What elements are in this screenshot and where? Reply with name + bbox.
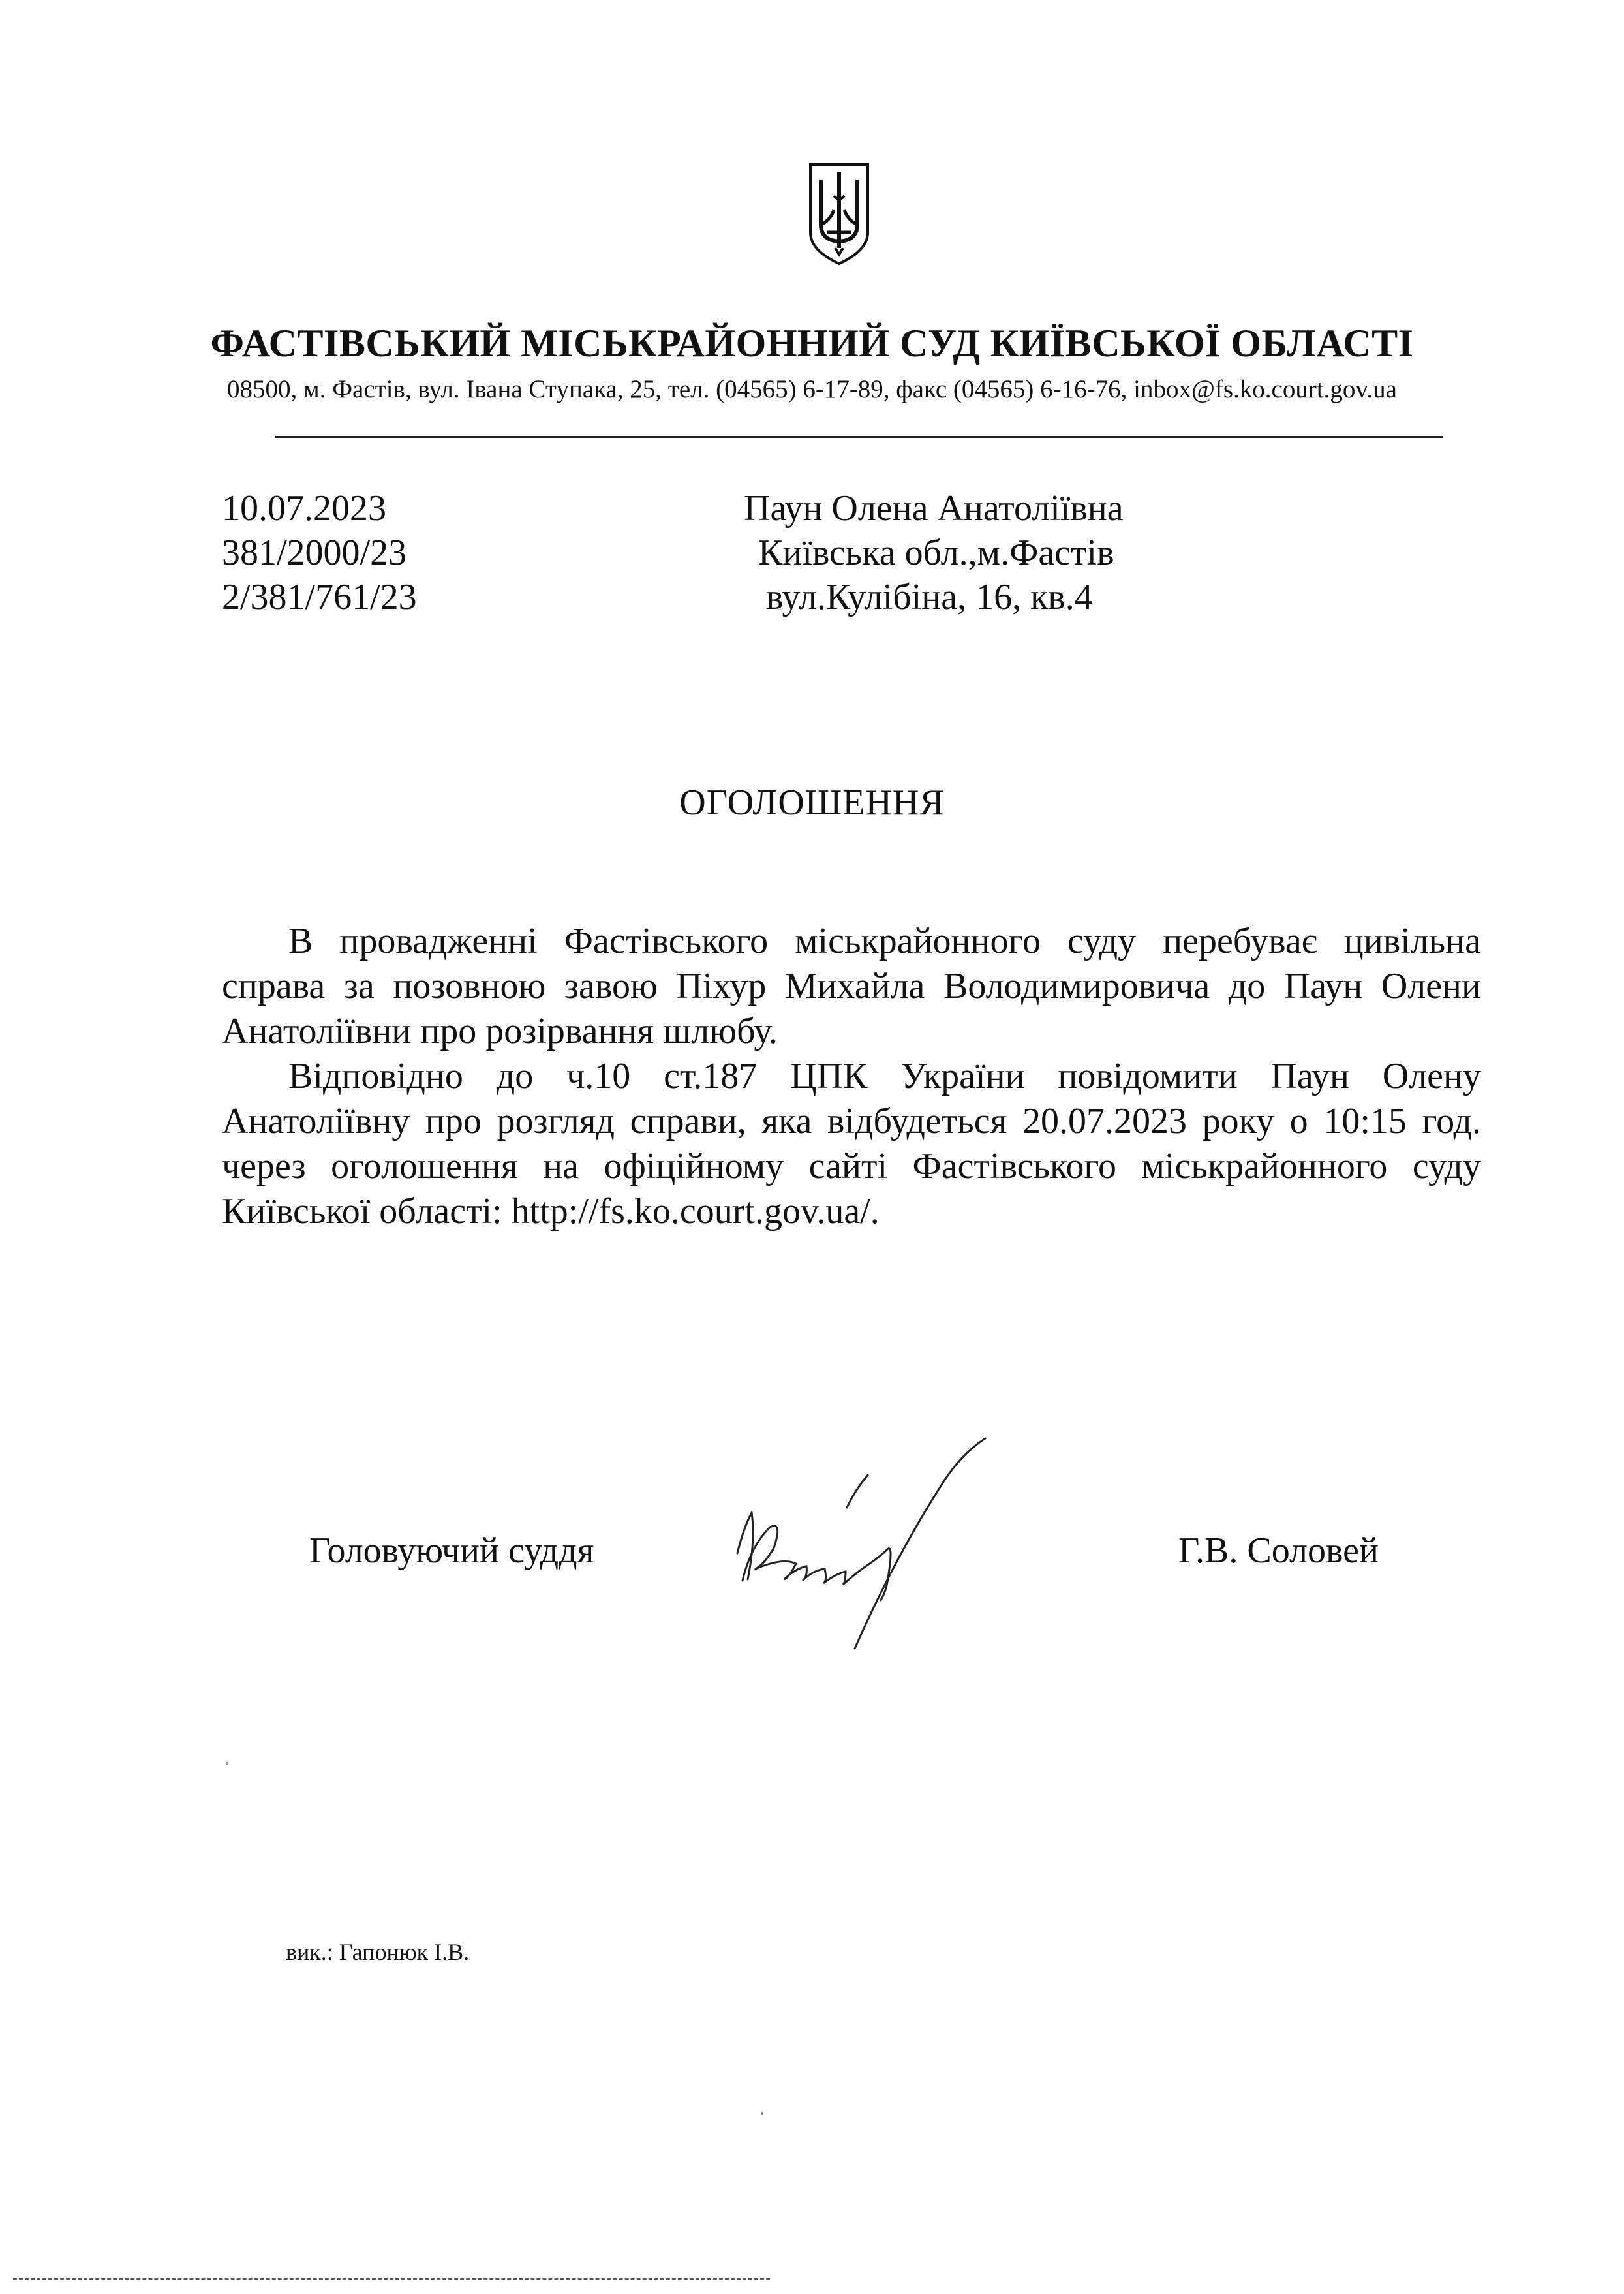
document-title: ОГОЛОШЕННЯ <box>679 783 945 823</box>
signatory-role: Головуючий суддя <box>309 1530 594 1571</box>
addressee-street: вул.Кулібіна, 16, кв.4 <box>766 577 1093 617</box>
coat-of-arms-icon <box>808 162 870 266</box>
body-paragraph-1: В провадженні Фастівського міськрайонного суду перебуває цивільна справа за позовною завою Піхур Михайла Володимировича до Паун Олени Анатоліївни про розірвання шлюбу. <box>222 921 1481 1051</box>
executor-note: вик.: Гапонюк І.В. <box>286 1939 470 1965</box>
document-date: 10.07.2023 <box>222 488 386 529</box>
outgoing-number: 2/381/761/23 <box>222 577 417 617</box>
court-name: ФАСТІВСЬКИЙ МІСЬКРАЙОННИЙ СУД КИЇВСЬКОЇ ОБЛАСТІ <box>210 322 1414 365</box>
handwritten-signature <box>692 1429 1044 1651</box>
scan-speck <box>761 2112 763 2115</box>
court-contacts: 08500, м. Фастів, вул. Івана Ступака, 25, тел. (04565) 6-17-89, факс (04565) 6-16-76, inbox@fs.ko.court.gov.ua <box>227 375 1397 403</box>
addressee-name: Паун Олена Анатоліївна <box>744 488 1124 529</box>
signatory-name: Г.В. Соловей <box>1178 1530 1379 1571</box>
case-number: 381/2000/23 <box>222 533 407 573</box>
scan-edge-line <box>13 2278 770 2280</box>
scan-speck <box>226 1762 228 1765</box>
document-body <box>222 919 1481 1234</box>
reference-block <box>222 486 417 619</box>
header-divider <box>275 436 1443 438</box>
body-paragraph-2: Відповідно до ч.10 ст.187 ЦПК України повідомити Паун Олену Анатоліївну про розгляд справи, яка відбудеться 20.07.2023 року о 10:15 год. через оголошення на офіційному сайті Фастівського міськрайонного суду Київської області: http://fs.ko.court.gov.ua/. <box>222 1056 1481 1232</box>
addressee-block <box>744 486 1124 619</box>
addressee-city: Київська обл.,м.Фастів <box>758 533 1114 573</box>
